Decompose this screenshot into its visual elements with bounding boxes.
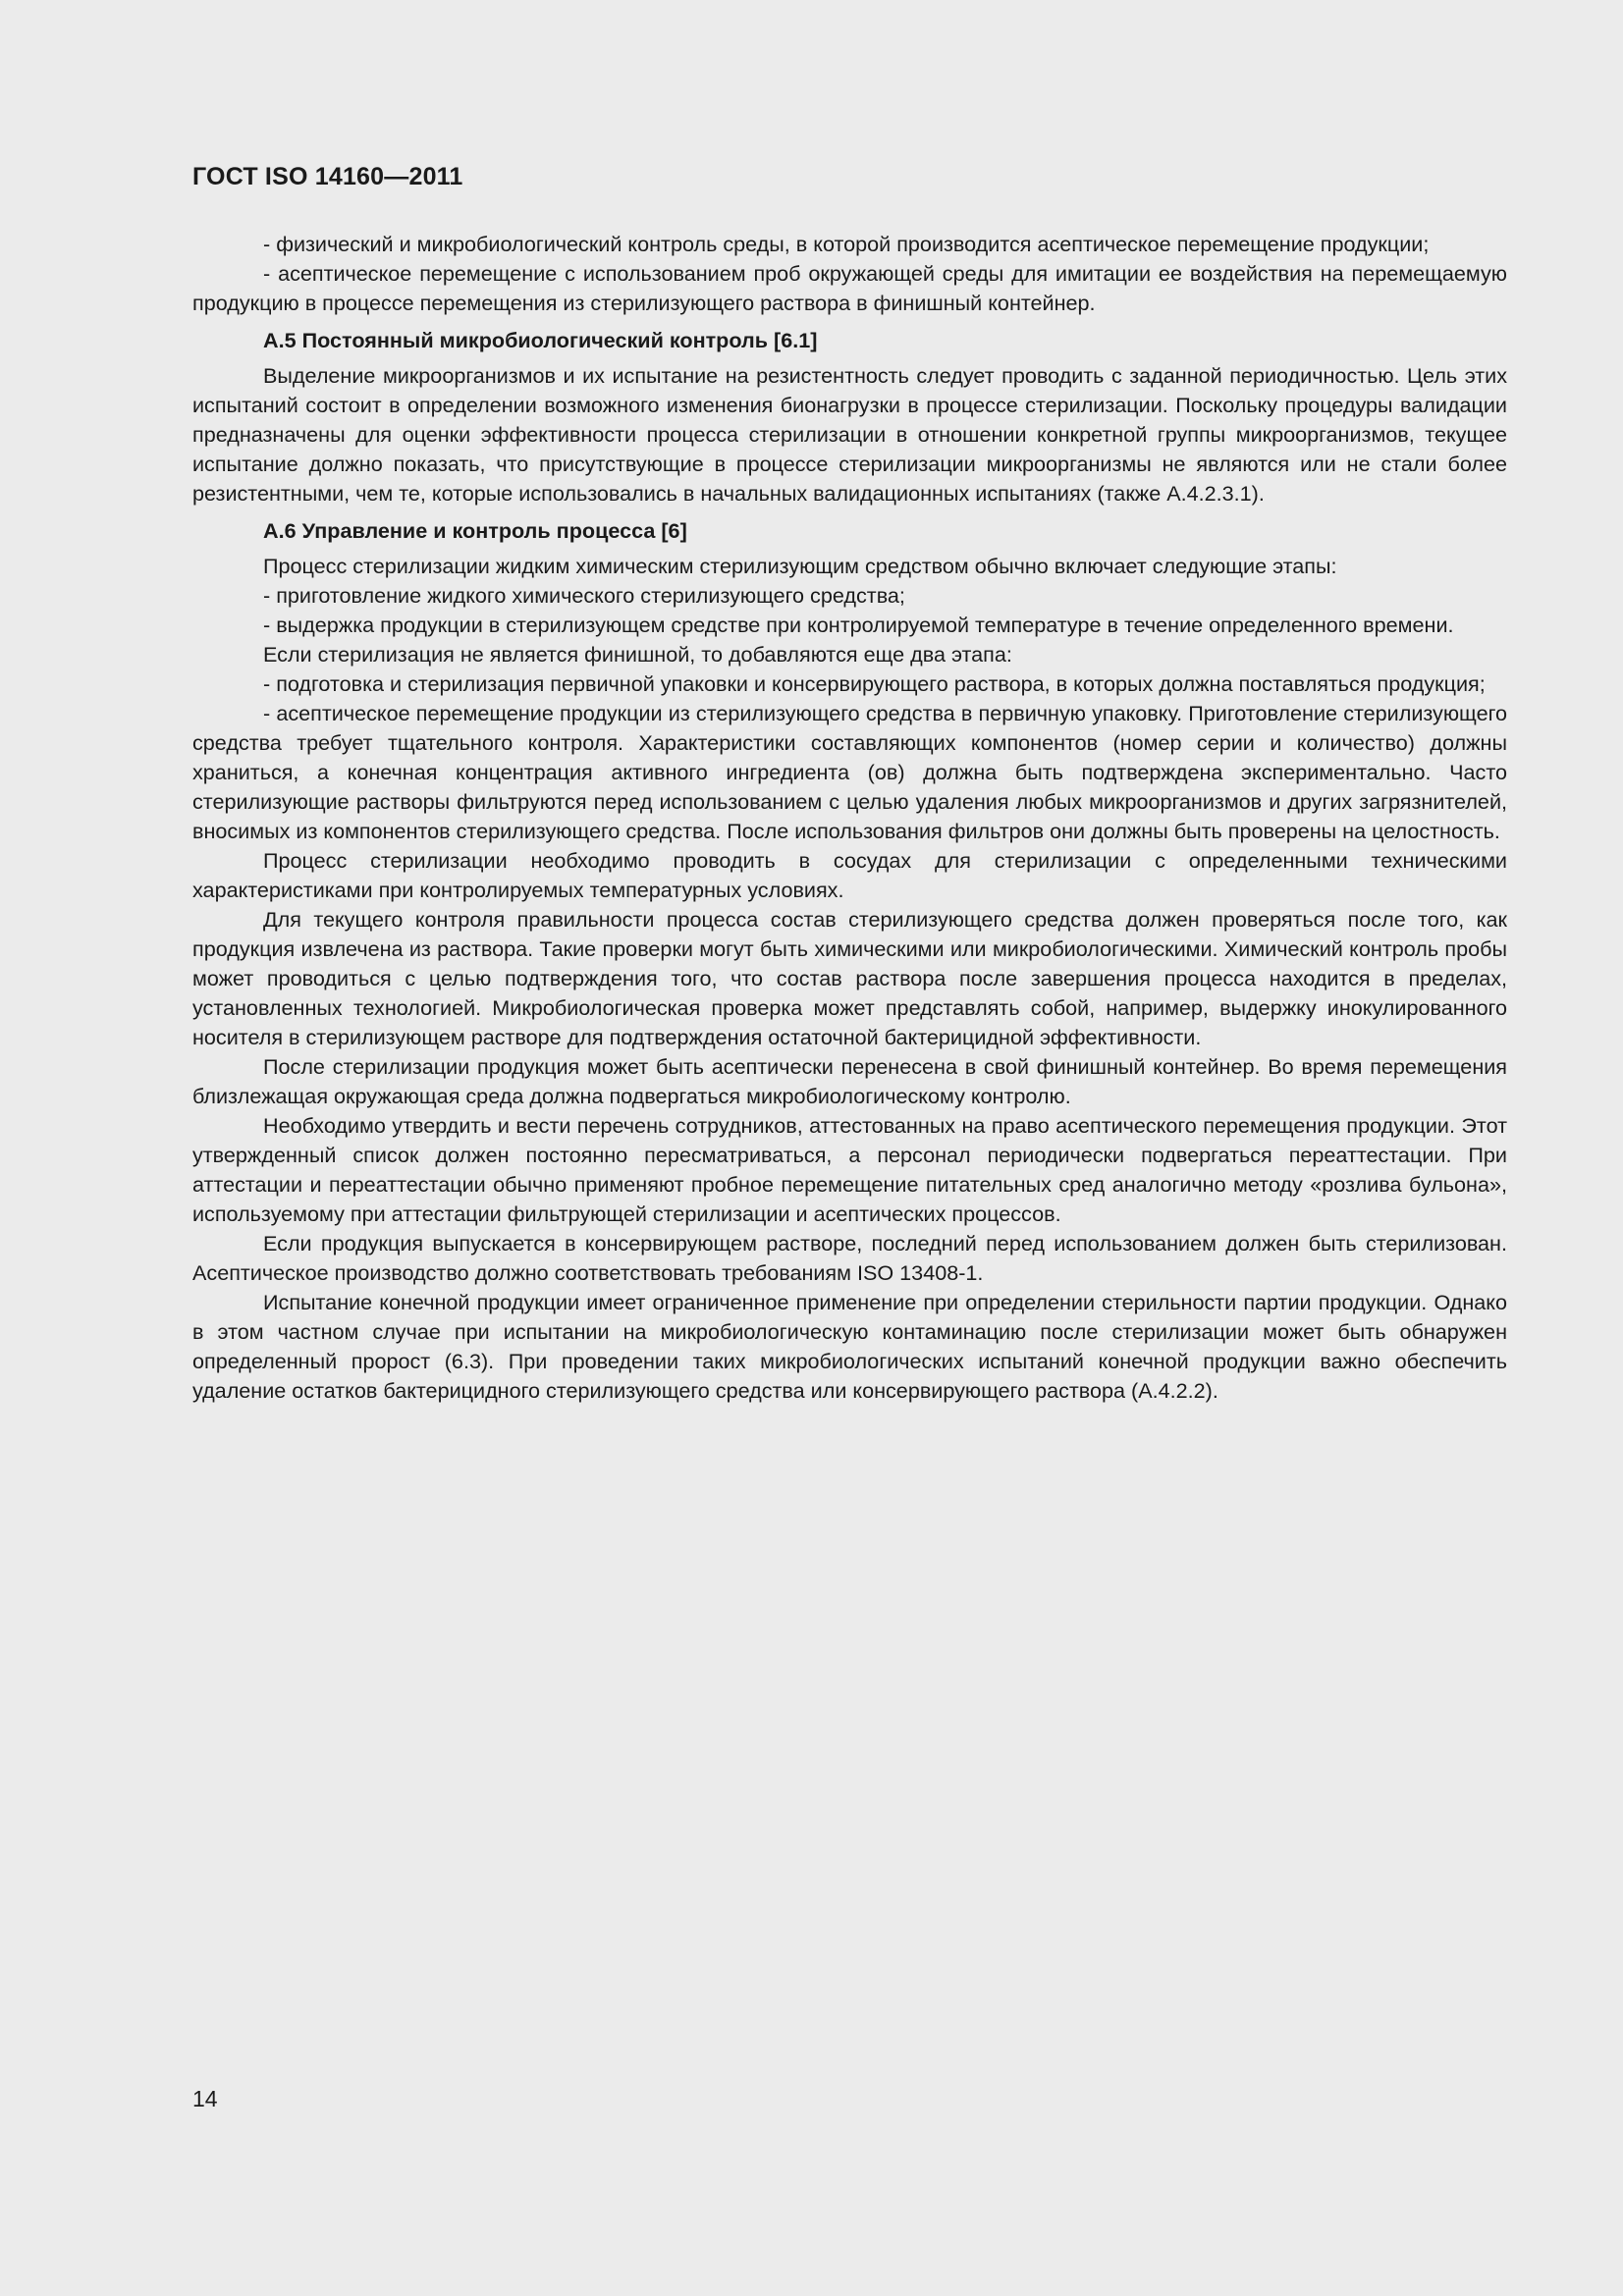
page-number: 14	[192, 2086, 218, 2111]
document-header: ГОСТ ISO 14160—2011	[192, 163, 463, 190]
paragraph: Если продукция выпускается в консервирующем растворе, последний перед использованием должен быть стерилизован. Асептическое производство должно соответствовать требованиям ISO 13408-1.	[192, 1231, 1507, 1285]
paragraph: Процесс стерилизации жидким химическим стерилизующим средством обычно включает следующие этапы:	[263, 554, 1337, 578]
paragraph: Необходимо утвердить и вести перечень сотрудников, аттестованных на право асептического перемещения продукции. Этот утвержденный список должен постоянно пересматриваться, а персонал периодически подвергаться переаттестации. При аттестации и переаттестации обычно применяют пробное перемещение питательных сред аналогично методу «розлива бульона», используемому при аттестации фильтрующей стерилизации и асептических процессов.	[192, 1113, 1507, 1226]
list-item: - асептическое перемещение с использованием проб окружающей среды для имитации ее воздействия на перемещаемую продукцию в процессе перемещения из стерилизующего раствора в финишный контейнер.	[192, 261, 1507, 315]
list-item: - асептическое перемещение продукции из стерилизующего средства в первичную упаковку. Приготовление стерилизующего средства требует тщательного контроля. Характеристики составляющих компонентов (номер серии и количество) должны храниться, а конечная концентрация активного ингредиента (ов) должна быть подтверждена экспериментально. Часто стерилизующие растворы фильтруются перед использованием с целью удаления любых микроорганизмов и других загрязнителей, вносимых из компонентов стерилизующего средства. После использования фильтров они должны быть проверены на целостность.	[192, 701, 1507, 843]
paragraph: Для текущего контроля правильности процесса состав стерилизующего средства должен проверяться после того, как продукция извлечена из раствора. Такие проверки могут быть химическими или микробиологическими. Химический контроль пробы может проводиться с целью подтверждения того, что состав раствора после завершения процесса находится в пределах, установленных технологией. Микробиологическая проверка может представлять собой, например, выдержку инокулированного носителя в стерилизующем растворе для подтверждения остаточной бактерицидной эффективности.	[192, 907, 1507, 1049]
section-heading: A.6 Управление и контроль процесса [6]	[263, 518, 687, 543]
paragraph: Испытание конечной продукции имеет ограниченное применение при определении стерильности партии продукции. Однако в этом частном случае при испытании на микробиологическую контаминацию после стерилизации может быть обнаружен определенный пророст (6.3). При проведении таких микробиологических испытаний конечной продукции важно обеспечить удаление остатков бактерицидного стерилизующего средства или консервирующего раствора (А.4.2.2).	[192, 1290, 1507, 1403]
paragraph: Если стерилизация не является финишной, то добавляются еще два этапа:	[263, 642, 1012, 667]
paragraph: После стерилизации продукция может быть асептически перенесена в свой финишный контейнер. Во время перемещения близлежащая окружающая среда должна подвергаться микробиологическому контролю.	[192, 1054, 1507, 1108]
document-body	[192, 230, 1507, 1406]
list-item: - приготовление жидкого химического стерилизующего средства;	[263, 583, 905, 608]
list-item: - физический и микробиологический контроль среды, в которой производится асептическое перемещение продукции;	[263, 232, 1430, 256]
paragraph: Процесс стерилизации необходимо проводить в сосудах для стерилизации с определенными техническими характеристиками при контролируемых температурных условиях.	[192, 848, 1507, 902]
section-heading: A.5 Постоянный микробиологический контроль [6.1]	[263, 328, 818, 352]
list-item: - выдержка продукции в стерилизующем средстве при контролируемой температуре в течение определенного времени.	[263, 613, 1454, 637]
paragraph: Выделение микроорганизмов и их испытание на резистентность следует проводить с заданной периодичностью. Цель этих испытаний состоит в определении возможного изменения бионагрузки в процессе стерилизации. Поскольку процедуры валидации предназначены для оценки эффективности процесса стерилизации в отношении конкретной группы микроорганизмов, текущее испытание должно показать, что присутствующие в процессе стерилизации микроорганизмы не являются или не стали более резистентными, чем те, которые использовались в начальных валидационных испытаниях (также А.4.2.3.1).	[192, 363, 1507, 506]
list-item: - подготовка и стерилизация первичной упаковки и консервирующего раствора, в которых должна поставляться продукция;	[263, 671, 1486, 696]
